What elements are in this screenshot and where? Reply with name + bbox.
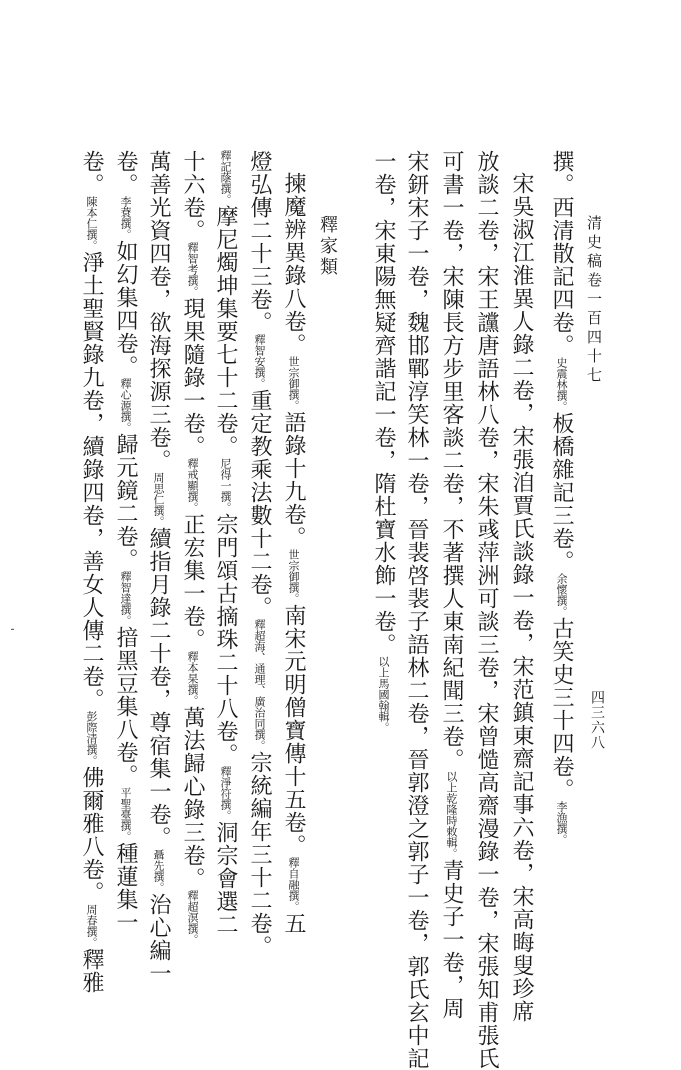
main-text: 現果隨錄一卷。	[180, 297, 205, 458]
page-number: 四三六八	[589, 690, 605, 750]
main-text: 古笑史三十四卷。	[549, 617, 574, 801]
annotation: 釋本杲撰。	[186, 651, 199, 706]
annotation: 釋淨符撰。	[219, 766, 232, 821]
main-text: 卷。	[79, 150, 104, 196]
annotation: 釋智達撰。	[119, 571, 132, 626]
annotation: 史震林撰。	[555, 357, 568, 412]
main-text: 釋雅	[79, 948, 104, 994]
text-column-1	[550, 150, 572, 845]
main-text: 一卷，宋東陽無疑齊諧記一卷，隋杜寶水飾一卷。	[371, 150, 396, 656]
text-column-7	[282, 172, 304, 935]
annotation: 釋心源撰。	[119, 378, 132, 433]
main-text: 宗門頌古摘珠二十八卷。	[213, 513, 238, 766]
annotation: 陳本仁撰。	[85, 196, 98, 251]
annotation: 李蔉撰。	[119, 196, 132, 240]
main-text: 種蓮集一	[113, 842, 138, 934]
annotation: 周思仁撰。	[152, 472, 165, 527]
main-text: 宋吳淑江淮異人錄二卷，宋張洎賈氏談錄一卷，宋范鎮東齋記事六卷，宋高晦叟珍席	[509, 172, 534, 1023]
text-column-11	[147, 150, 169, 985]
main-text: 語錄十九卷。	[281, 411, 306, 549]
text-column-8	[248, 150, 270, 958]
running-title: 清史稿卷一百四十七	[585, 215, 603, 386]
annotation: 釋智安撰。	[253, 334, 266, 389]
annotation: 釋超海、通理、廣治同撰。	[253, 619, 266, 751]
text-column-2	[510, 172, 532, 1023]
main-text: 南宋元明僧寶傳十五卷。	[281, 604, 306, 857]
main-text: 宗統編年三十二卷。	[247, 751, 272, 958]
main-text: 板橋雜記三卷。	[549, 412, 574, 573]
section-title: 釋家類	[317, 215, 338, 278]
annotation: 余懷撰。	[555, 573, 568, 617]
text-column-13	[80, 150, 102, 994]
main-text: 續指月錄二十卷，尊宿集一卷。	[146, 527, 171, 849]
main-text: 摩尼燭坤集要七十二卷。	[213, 205, 238, 458]
main-text: 宋鈃宋子一卷，魏邯鄲淳笑林一卷，晉裴啓裴子語林二卷，晉郭澄之郭子一卷，郭氏玄中記	[404, 150, 429, 1070]
main-text: 十六卷。	[180, 150, 205, 242]
annotation: 世宗御撰。	[287, 549, 300, 604]
annotation: 釋智考撰。	[186, 242, 199, 297]
main-text: 萬善光資四卷，欲海探源三卷。	[146, 150, 171, 472]
main-text: 五	[281, 912, 306, 935]
main-text: 佛爾雅八卷。	[79, 766, 104, 904]
annotation: 李漁撰。	[555, 801, 568, 845]
main-text: 揀魔辨異錄八卷。	[281, 172, 306, 356]
annotation: 釋超溟撰。	[186, 890, 199, 945]
text-column-9	[214, 150, 236, 936]
annotation: 聶先撰。	[152, 849, 165, 893]
text-column-6	[372, 150, 394, 733]
annotation: 以上乾隆時敕輯。	[445, 771, 458, 859]
text-column-10	[181, 150, 203, 945]
text-column-3	[475, 150, 497, 1070]
annotation: 釋記蔭撰。	[219, 150, 232, 205]
main-text: 可書一卷，宋陳長方步里客談二卷，不著撰人東南紀聞三卷。	[439, 150, 464, 771]
main-text: 燈弘傳二十三卷。	[247, 150, 272, 334]
main-text: 揞黑豆集八卷。	[113, 626, 138, 787]
annotation: 釋戒顯撰。	[186, 458, 199, 513]
margin-mark: ⁃	[10, 625, 15, 636]
annotation: 世宗御撰。	[287, 356, 300, 411]
text-column-4	[440, 150, 462, 1020]
main-text: 治心編一	[146, 893, 171, 985]
main-text: 重定教乘法數十二卷。	[247, 389, 272, 619]
main-text: 萬法歸心錄三卷。	[180, 706, 205, 890]
text-column-5	[405, 150, 427, 1070]
annotation: 釋自融撰。	[287, 857, 300, 912]
main-text: 撰。西清散記四卷。	[549, 150, 574, 357]
main-text: 放談二卷，宋王讜唐語林八卷，宋朱彧萍洲可談三卷，宋曾慥高齋漫錄一卷，宋張知甫張氏	[474, 150, 499, 1070]
main-text: 青史子一卷，周	[439, 859, 464, 1020]
main-text: 洞宗會選二	[213, 821, 238, 936]
main-text: 淨土聖賢錄九卷，續錄四卷，善女人傳二卷。	[79, 251, 104, 711]
text-column-12	[114, 150, 136, 934]
main-text: 卷。	[113, 150, 138, 196]
main-text: 歸元鏡二卷。	[113, 433, 138, 571]
main-text: 正宏集一卷。	[180, 513, 205, 651]
annotation: 平聖臺撰。	[119, 787, 132, 842]
annotation: 周春撰。	[85, 904, 98, 948]
annotation: 彭際清撰。	[85, 711, 98, 766]
annotation: 尼得一撰。	[219, 458, 232, 513]
main-text: 如幻集四卷。	[113, 240, 138, 378]
annotation: 以上馬國翰輯。	[377, 656, 390, 733]
